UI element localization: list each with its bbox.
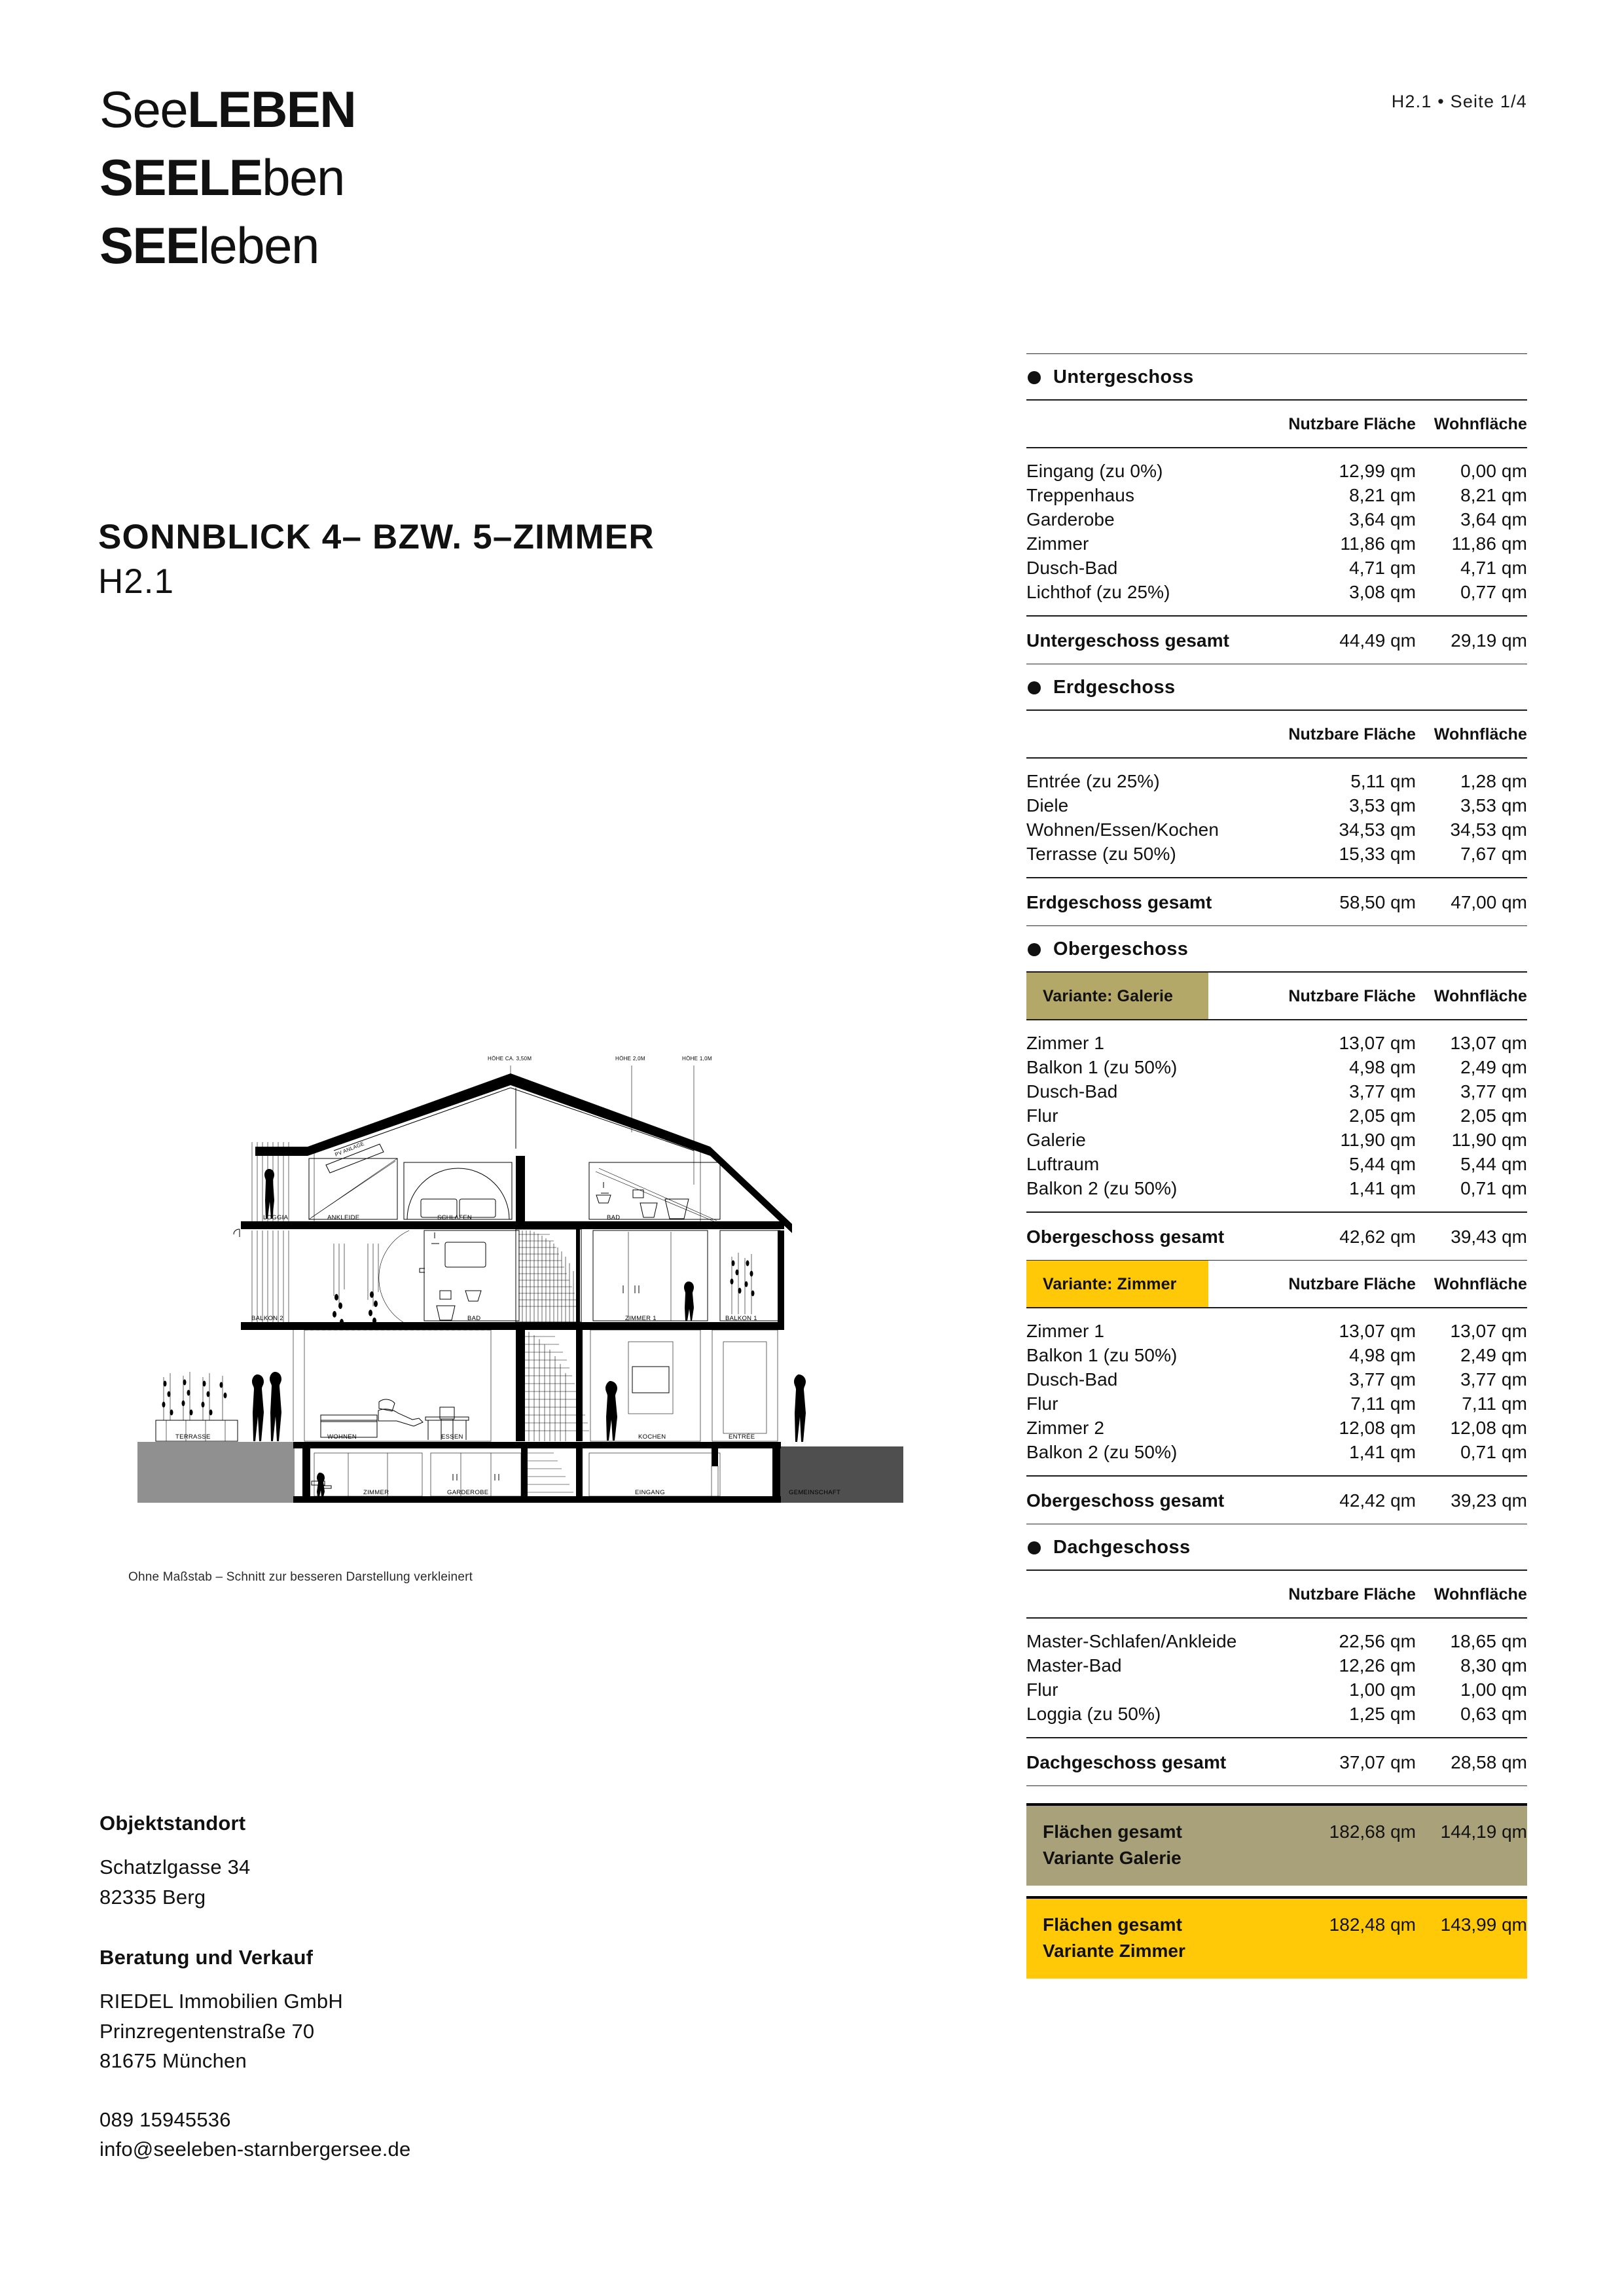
- room-wohn: 5,44 qm: [1460, 1154, 1527, 1174]
- table-row: [1026, 759, 1527, 794]
- summary-label: Flächen gesamt: [1043, 1914, 1183, 1935]
- room-name: Dusch-Bad: [1026, 1369, 1118, 1390]
- sales-line-1: RIEDEL Immobilien GmbH: [99, 1990, 343, 2013]
- brand-logo: [99, 81, 356, 288]
- table-row: [1026, 794, 1527, 818]
- svg-text:ZIMMER 1: ZIMMER 1: [625, 1315, 657, 1322]
- email-address[interactable]: info@seeleben-starnbergersee.de: [99, 2138, 411, 2161]
- room-nutzbare: 3,77 qm: [1349, 1369, 1416, 1390]
- svg-text:ANKLEIDE: ANKLEIDE: [327, 1214, 360, 1221]
- col-nutzbare: Nutzbare Fläche: [1288, 1275, 1416, 1293]
- summary-variant: Variante Galerie: [1043, 1847, 1182, 1868]
- logo-line-1: [99, 81, 356, 139]
- total-nutzbare: 37,07 qm: [1339, 1752, 1416, 1772]
- room-nutzbare: 5,11 qm: [1350, 771, 1416, 791]
- room-wohn: 3,53 qm: [1460, 795, 1527, 816]
- room-nutzbare: 3,08 qm: [1349, 582, 1416, 602]
- beratung-heading: Beratung und Verkauf: [99, 1946, 314, 1969]
- contact-spacer: [99, 2076, 597, 2105]
- col-wohn: Wohnfläche: [1434, 1275, 1527, 1293]
- table-row: [1026, 1344, 1527, 1368]
- room-nutzbare: 12,26 qm: [1339, 1655, 1416, 1676]
- summary-label: Flächen gesamt: [1043, 1821, 1183, 1842]
- room-nutzbare: 13,07 qm: [1339, 1033, 1416, 1053]
- title-sub: H2.1: [98, 562, 174, 601]
- building-section-drawing: [118, 1034, 903, 1558]
- summary-box-1: [1026, 1899, 1527, 1979]
- floor-heading-2: [1026, 926, 1527, 971]
- floor-heading-0: [1026, 354, 1527, 399]
- room-wohn: 8,30 qm: [1460, 1655, 1527, 1676]
- room-wohn: 34,53 qm: [1450, 819, 1527, 840]
- summary-boxes: [1026, 1803, 1527, 1979]
- table-row: [1026, 508, 1527, 532]
- svg-text:BAD: BAD: [467, 1315, 481, 1322]
- room-wohn: 3,77 qm: [1460, 1081, 1527, 1102]
- bullet-icon: [1028, 681, 1041, 694]
- room-name: Galerie: [1026, 1130, 1086, 1150]
- room-nutzbare: 7,11 qm: [1350, 1393, 1416, 1414]
- table-row: [1026, 1654, 1527, 1678]
- table-row: [1026, 842, 1527, 878]
- room-nutzbare: 11,86 qm: [1340, 533, 1416, 554]
- bullet-icon: [1028, 943, 1041, 956]
- sales-line-2: Prinzregentenstraße 70: [99, 2019, 315, 2043]
- room-wohn: 18,65 qm: [1450, 1631, 1527, 1651]
- col-wohn: Wohnfläche: [1434, 415, 1527, 433]
- floor-total-row-0: [1026, 617, 1527, 664]
- page-title: [98, 517, 655, 602]
- floor-name: Erdgeschoss: [1053, 677, 1176, 698]
- room-nutzbare: 34,53 qm: [1339, 819, 1416, 840]
- room-nutzbare: 4,98 qm: [1349, 1057, 1416, 1077]
- room-nutzbare: 1,00 qm: [1349, 1679, 1416, 1700]
- summary-wohn: 144,19 qm: [1440, 1821, 1527, 1842]
- location-line-1: Schatzlgasse 34: [99, 1856, 251, 1878]
- column-header-table-1: [1026, 711, 1527, 757]
- room-name: Master-Schlafen/Ankleide: [1026, 1631, 1237, 1651]
- room-name: Diele: [1026, 795, 1069, 816]
- floor-rows-0: [1026, 448, 1527, 615]
- room-nutzbare: 3,53 qm: [1349, 795, 1416, 816]
- room-nutzbare: 11,90 qm: [1340, 1130, 1416, 1150]
- svg-text:ZIMMER: ZIMMER: [363, 1489, 389, 1496]
- room-nutzbare: 8,21 qm: [1349, 485, 1416, 505]
- room-name: Luftraum: [1026, 1154, 1100, 1174]
- room-nutzbare: 22,56 qm: [1339, 1631, 1416, 1651]
- room-nutzbare: 15,33 qm: [1339, 844, 1416, 864]
- summary-variant: Variante Zimmer: [1043, 1940, 1185, 1961]
- room-wohn: 0,00 qm: [1460, 461, 1527, 481]
- room-name: Balkon 2 (zu 50%): [1026, 1178, 1178, 1198]
- room-name: Dusch-Bad: [1026, 1081, 1118, 1102]
- total-nutzbare: 58,50 qm: [1339, 892, 1416, 912]
- room-wohn: 8,21 qm: [1460, 485, 1527, 505]
- column-header-table-4: [1026, 1571, 1527, 1617]
- room-name: Dusch-Bad: [1026, 558, 1118, 578]
- floor-heading-1: [1026, 664, 1527, 709]
- room-name: Zimmer 1: [1026, 1033, 1105, 1053]
- floor-name: Untergeschoss: [1053, 367, 1194, 387]
- table-row: [1026, 448, 1527, 484]
- room-name: Terrasse (zu 50%): [1026, 844, 1176, 864]
- col-nutzbare: Nutzbare Fläche: [1288, 725, 1416, 744]
- table-row: [1026, 1104, 1527, 1128]
- svg-text:WOHNEN: WOHNEN: [327, 1433, 357, 1441]
- table-row: [1026, 581, 1527, 616]
- column-header-table-0: [1026, 401, 1527, 447]
- room-wohn: 2,49 qm: [1460, 1345, 1527, 1365]
- room-name: Eingang (zu 0%): [1026, 461, 1163, 481]
- floor-total-row-1: [1026, 878, 1527, 925]
- svg-text:PV ANLAGE: PV ANLAGE: [334, 1140, 365, 1158]
- room-wohn: 1,00 qm: [1460, 1679, 1527, 1700]
- logo-line3-bold: SEE: [99, 217, 199, 274]
- total-label: Dachgeschoss gesamt: [1026, 1752, 1227, 1772]
- svg-text:BAD: BAD: [607, 1214, 621, 1221]
- summary-main-line: [1026, 1912, 1527, 1938]
- room-name: Treppenhaus: [1026, 485, 1135, 505]
- variant-label: Variante: Galerie: [1043, 987, 1174, 1005]
- table-row: [1026, 1080, 1527, 1104]
- col-nutzbare: Nutzbare Fläche: [1288, 1585, 1416, 1604]
- room-wohn: 0,71 qm: [1460, 1442, 1527, 1462]
- summary-wohn: 143,99 qm: [1440, 1914, 1527, 1935]
- total-nutzbare: 42,62 qm: [1339, 1227, 1416, 1247]
- logo-line-3: [99, 217, 355, 275]
- room-wohn: 2,49 qm: [1460, 1057, 1527, 1077]
- room-wohn: 0,71 qm: [1460, 1178, 1527, 1198]
- table-row: [1026, 1441, 1527, 1476]
- room-wohn: 0,63 qm: [1460, 1704, 1527, 1724]
- total-wohn: 29,19 qm: [1451, 630, 1527, 651]
- room-name: Garderobe: [1026, 509, 1115, 529]
- room-name: Lichthof (zu 25%): [1026, 582, 1170, 602]
- column-header-row: [1026, 973, 1527, 1019]
- room-wohn: 2,05 qm: [1460, 1105, 1527, 1126]
- total-wohn: 39,43 qm: [1451, 1227, 1527, 1247]
- table-row: [1026, 1416, 1527, 1441]
- floor-rows-1: [1026, 759, 1527, 877]
- table-row: [1026, 1368, 1527, 1392]
- room-name: Loggia (zu 50%): [1026, 1704, 1161, 1724]
- svg-text:BALKON 1: BALKON 1: [725, 1315, 757, 1322]
- location-line-2: 82335 Berg: [99, 1885, 206, 1909]
- room-name: Flur: [1026, 1105, 1058, 1126]
- col-wohn: Wohnfläche: [1434, 987, 1527, 1005]
- summary-main-line: [1026, 1819, 1527, 1845]
- floor-heading-4: [1026, 1524, 1527, 1570]
- total-wohn: 39,23 qm: [1451, 1490, 1527, 1511]
- table-row: [1026, 1020, 1527, 1056]
- floor-total-row-4: [1026, 1738, 1527, 1785]
- floor-name: Obergeschoss: [1053, 939, 1189, 960]
- room-nutzbare: 4,71 qm: [1349, 558, 1416, 578]
- svg-text:LOGGIA: LOGGIA: [263, 1214, 289, 1221]
- contact-block: [99, 1812, 597, 2164]
- col-blank: [1026, 1571, 1285, 1617]
- column-header-row: [1026, 711, 1527, 757]
- floor-name: Dachgeschoss: [1053, 1537, 1191, 1558]
- table-row: [1026, 1128, 1527, 1153]
- room-wohn: 7,11 qm: [1462, 1393, 1527, 1414]
- room-wohn: 11,86 qm: [1451, 533, 1527, 554]
- logo-line-2: [99, 149, 355, 207]
- page-reference: H2.1 • Seite 1/4: [1391, 92, 1527, 111]
- room-wohn: 12,08 qm: [1450, 1418, 1527, 1438]
- room-name: Zimmer: [1026, 533, 1089, 554]
- room-name: Flur: [1026, 1679, 1058, 1700]
- room-wohn: 1,28 qm: [1460, 771, 1527, 791]
- room-wohn: 7,67 qm: [1460, 844, 1527, 864]
- col-nutzbare: Nutzbare Fläche: [1288, 987, 1416, 1005]
- logo-line1-bold: LEBEN: [187, 81, 356, 138]
- svg-text:HÖHE CA. 3,50M: HÖHE CA. 3,50M: [488, 1056, 532, 1062]
- floor-rows-3: [1026, 1308, 1527, 1475]
- room-wohn: 3,77 qm: [1460, 1369, 1527, 1390]
- room-name: Balkon 1 (zu 50%): [1026, 1345, 1178, 1365]
- table-row: [1026, 1153, 1527, 1177]
- total-label: Obergeschoss gesamt: [1026, 1490, 1225, 1511]
- floor-total-row-3: [1026, 1477, 1527, 1524]
- room-wohn: 4,71 qm: [1460, 558, 1527, 578]
- variant-header-3: [1026, 1261, 1527, 1307]
- objektstandort-heading: Objektstandort: [99, 1812, 246, 1835]
- table-row: [1026, 1308, 1527, 1344]
- svg-text:GEMEINSCHAFT: GEMEINSCHAFT: [789, 1489, 841, 1496]
- col-blank: [1026, 401, 1285, 447]
- table-row: [1026, 1702, 1527, 1738]
- total-nutzbare: 42,42 qm: [1339, 1490, 1416, 1511]
- room-name: Master-Bad: [1026, 1655, 1122, 1676]
- room-name: Wohnen/Essen/Kochen: [1026, 819, 1219, 840]
- room-nutzbare: 4,98 qm: [1349, 1345, 1416, 1365]
- svg-text:ESSEN: ESSEN: [441, 1433, 463, 1441]
- room-nutzbare: 1,41 qm: [1349, 1178, 1416, 1198]
- variant-header-2: [1026, 973, 1527, 1019]
- room-nutzbare: 1,25 qm: [1349, 1704, 1416, 1724]
- summary-gap: [1026, 1886, 1527, 1896]
- summary-nutzbare: 182,68 qm: [1329, 1821, 1416, 1842]
- room-nutzbare: 2,05 qm: [1349, 1105, 1416, 1126]
- floor-rows-4: [1026, 1619, 1527, 1737]
- total-label: Obergeschoss gesamt: [1026, 1227, 1225, 1247]
- col-wohn: Wohnfläche: [1434, 725, 1527, 744]
- room-name: Zimmer 1: [1026, 1321, 1105, 1341]
- room-nutzbare: 12,08 qm: [1339, 1418, 1416, 1438]
- table-row: [1026, 818, 1527, 842]
- svg-text:GARDEROBE: GARDEROBE: [447, 1489, 489, 1496]
- svg-text:EINGANG: EINGANG: [635, 1489, 665, 1496]
- table-row: [1026, 1056, 1527, 1080]
- title-main: SONNBLICK 4– BZW. 5–ZIMMER: [98, 518, 655, 556]
- section-end-rule: [1026, 1785, 1527, 1786]
- total-nutzbare: 44,49 qm: [1339, 630, 1416, 651]
- logo-line2-bold: SEELE: [99, 149, 262, 206]
- table-row: [1026, 1619, 1527, 1654]
- svg-text:BALKON 2: BALKON 2: [251, 1315, 283, 1322]
- room-nutzbare: 1,41 qm: [1349, 1442, 1416, 1462]
- room-wohn: 3,64 qm: [1460, 509, 1527, 529]
- summary-nutzbare: 182,48 qm: [1329, 1914, 1416, 1935]
- room-name: Zimmer 2: [1026, 1418, 1105, 1438]
- col-blank: [1026, 711, 1285, 757]
- table-row: [1026, 1177, 1527, 1212]
- svg-text:TERRASSE: TERRASSE: [175, 1433, 211, 1441]
- room-wohn: 11,90 qm: [1451, 1130, 1527, 1150]
- floor-rows-2: [1026, 1020, 1527, 1211]
- room-nutzbare: 12,99 qm: [1339, 461, 1416, 481]
- total-label: Untergeschoss gesamt: [1026, 630, 1230, 651]
- room-nutzbare: 5,44 qm: [1349, 1154, 1416, 1174]
- svg-text:SCHLAFEN: SCHLAFEN: [437, 1214, 473, 1221]
- room-name: Flur: [1026, 1393, 1058, 1414]
- table-row: [1026, 532, 1527, 556]
- room-wohn: 13,07 qm: [1450, 1321, 1527, 1341]
- svg-text:HÖHE 1,0M: HÖHE 1,0M: [682, 1056, 712, 1062]
- room-nutzbare: 3,64 qm: [1349, 509, 1416, 529]
- table-row: [1026, 1392, 1527, 1416]
- bullet-icon: [1028, 371, 1041, 384]
- total-label: Erdgeschoss gesamt: [1026, 892, 1212, 912]
- svg-text:KOCHEN: KOCHEN: [638, 1433, 666, 1441]
- column-header-row: [1026, 1571, 1527, 1617]
- room-name: Balkon 1 (zu 50%): [1026, 1057, 1178, 1077]
- column-header-row: [1026, 401, 1527, 447]
- column-header-row: [1026, 1261, 1527, 1307]
- floor-total-row-2: [1026, 1213, 1527, 1260]
- summary-box-0: [1026, 1806, 1527, 1886]
- room-wohn: 0,77 qm: [1460, 582, 1527, 602]
- bullet-icon: [1028, 1541, 1041, 1554]
- drawing-caption: Ohne Maßstab – Schnitt zur besseren Darstellung verkleinert: [128, 1570, 473, 1584]
- room-name: Entrée (zu 25%): [1026, 771, 1160, 791]
- svg-text:HÖHE 2,0M: HÖHE 2,0M: [615, 1056, 645, 1062]
- svg-text:ENTRÉE: ENTRÉE: [729, 1433, 755, 1441]
- area-tables: [1026, 353, 1527, 1979]
- room-nutzbare: 13,07 qm: [1339, 1321, 1416, 1341]
- total-wohn: 28,58 qm: [1451, 1752, 1527, 1772]
- col-wohn: Wohnfläche: [1434, 1585, 1527, 1604]
- room-wohn: 13,07 qm: [1450, 1033, 1527, 1053]
- total-wohn: 47,00 qm: [1451, 892, 1527, 912]
- room-name: Balkon 2 (zu 50%): [1026, 1442, 1178, 1462]
- logo-line2-light: ben: [262, 149, 344, 206]
- table-row: [1026, 484, 1527, 508]
- table-row: [1026, 556, 1527, 581]
- sales-line-3: 81675 München: [99, 2049, 247, 2073]
- logo-line3-light: leben: [198, 217, 319, 274]
- room-nutzbare: 3,77 qm: [1349, 1081, 1416, 1102]
- table-row: [1026, 1678, 1527, 1702]
- variant-label: Variante: Zimmer: [1043, 1275, 1177, 1293]
- col-nutzbare: Nutzbare Fläche: [1288, 415, 1416, 433]
- logo-line1-light: See: [99, 81, 188, 138]
- phone-number[interactable]: 089 15945536: [99, 2108, 231, 2131]
